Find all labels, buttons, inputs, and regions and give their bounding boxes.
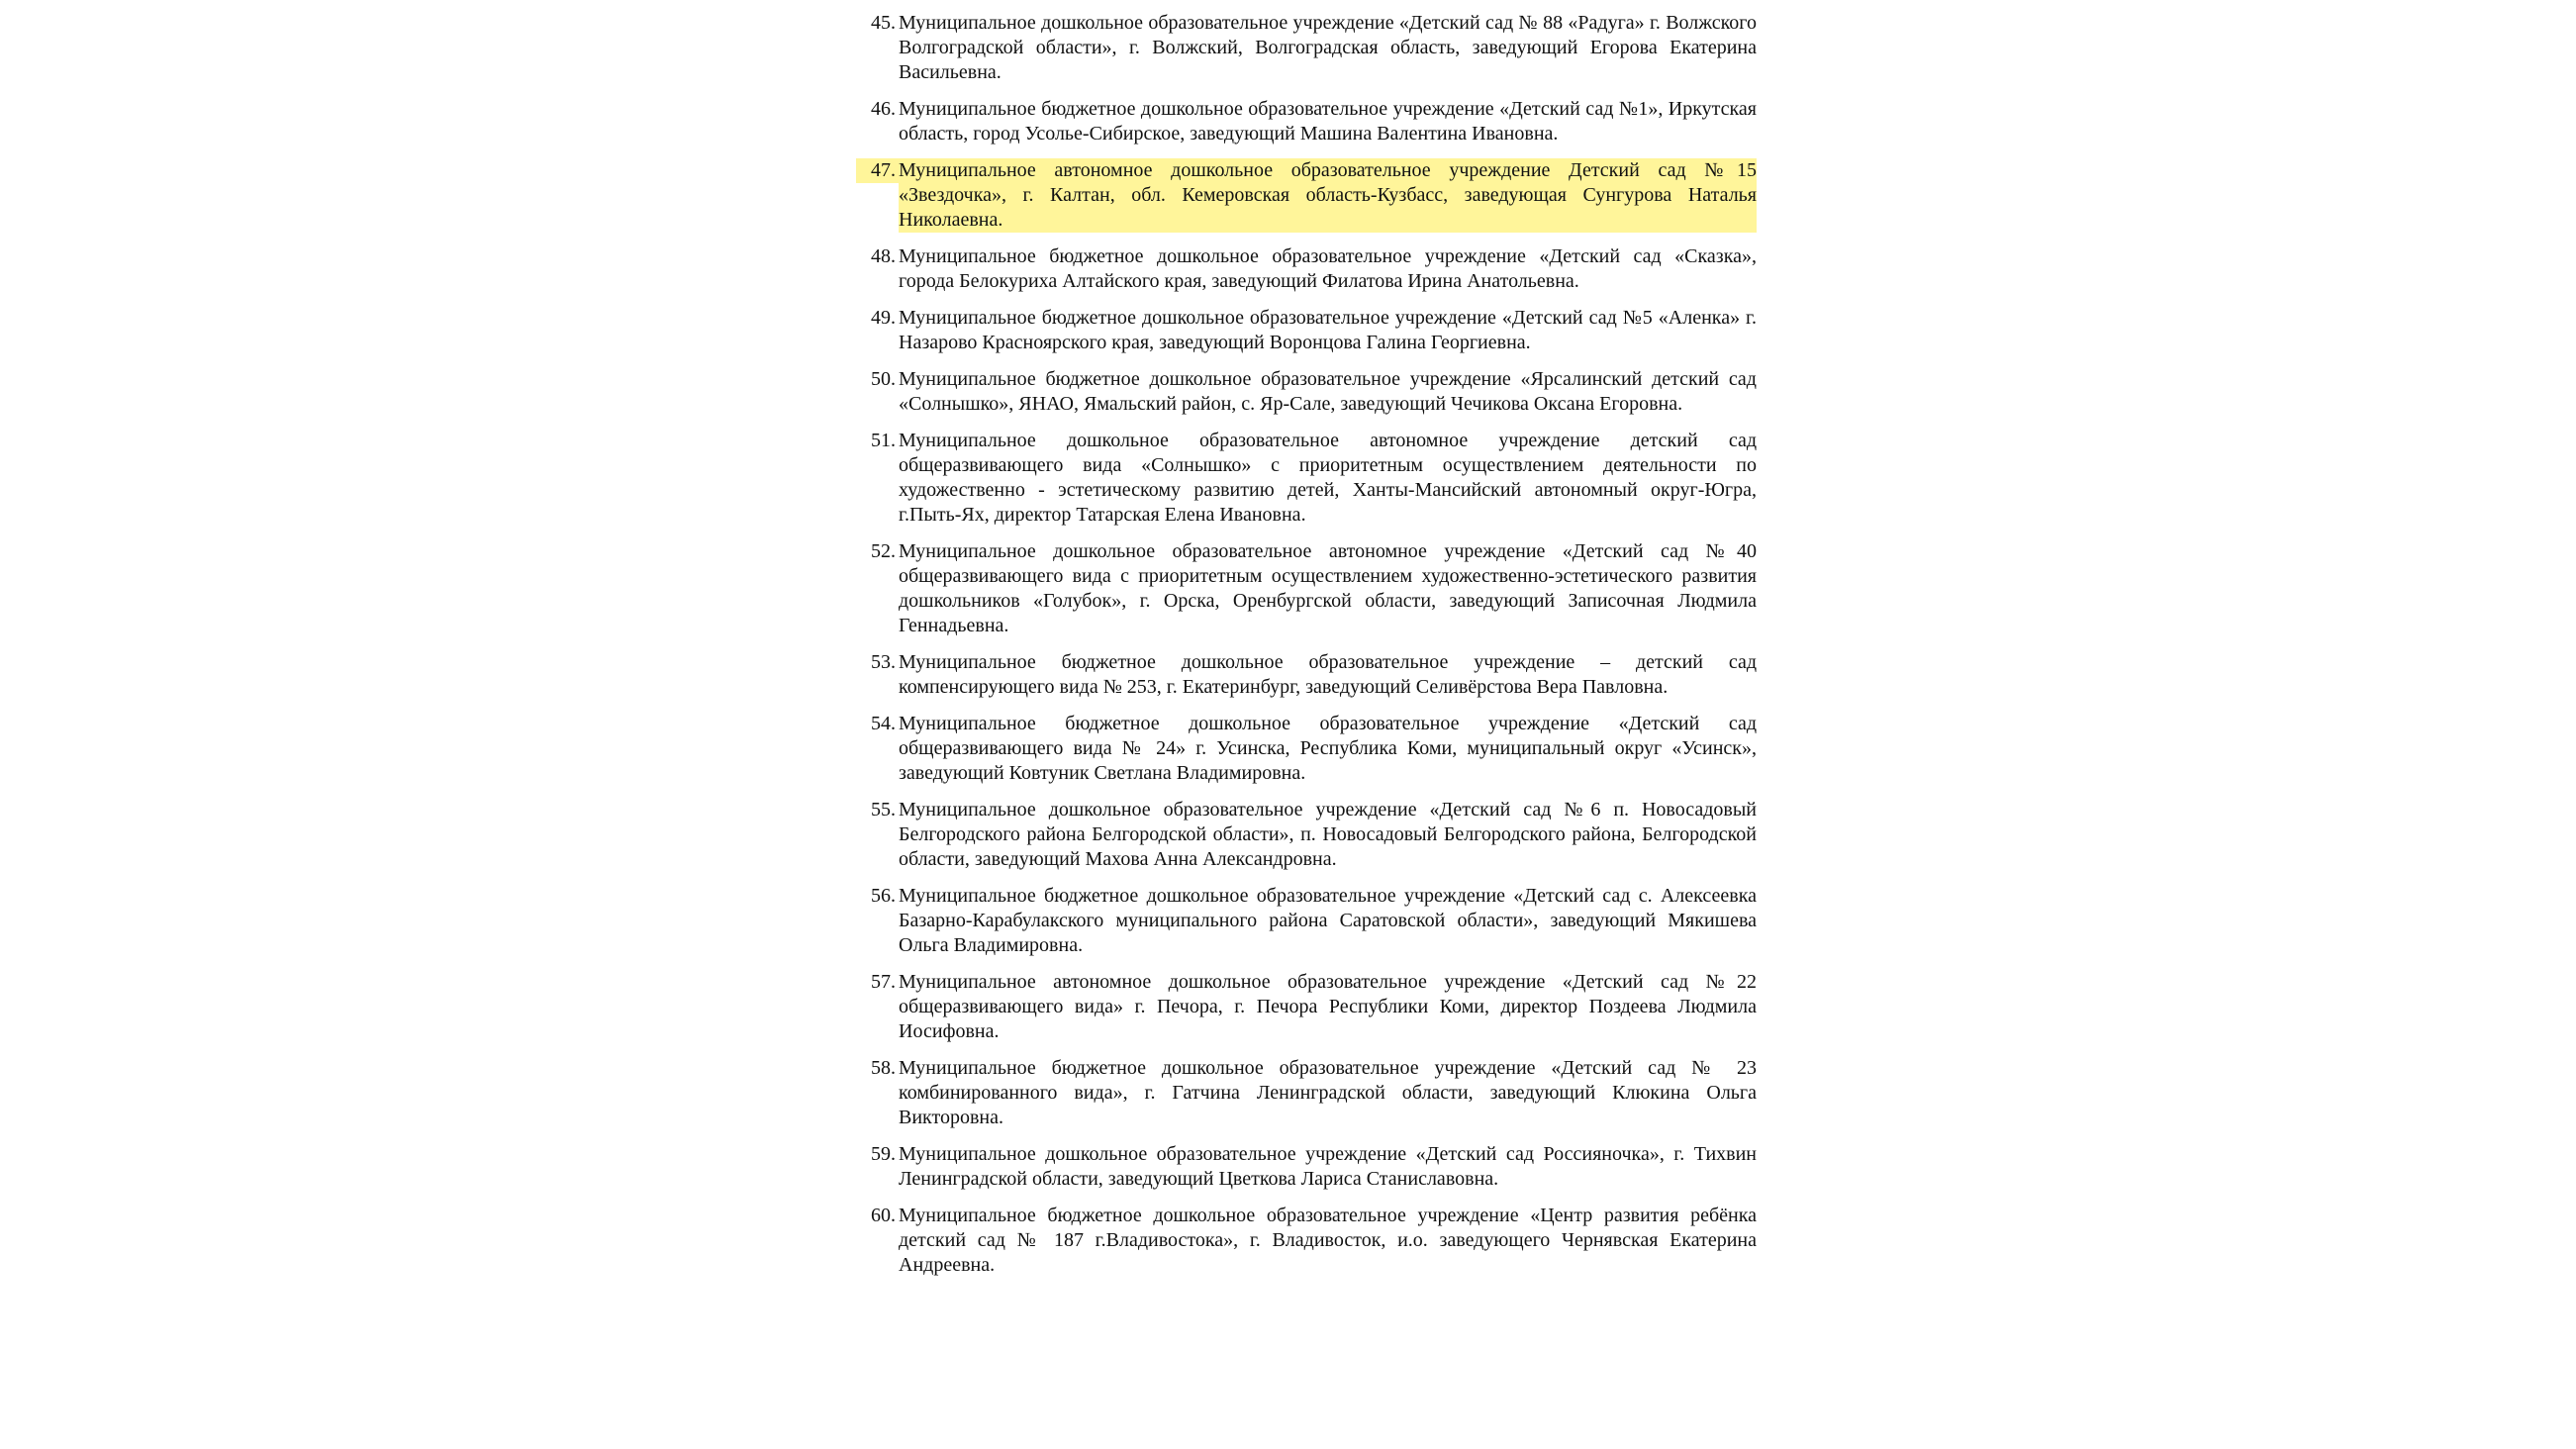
- item-number: 46.: [871, 98, 896, 120]
- item-text: Муниципальное бюджетное дошкольное образовательное учреждение «Детский сад № 23 комбинированного вида», г. Гатчина Ленинградской области, заведующий Клюкина Ольга Викторовна.: [899, 1057, 1757, 1128]
- item-number: 49.: [871, 307, 896, 329]
- highlighted-list-item: [856, 158, 1757, 233]
- list-item: [856, 306, 1757, 355]
- item-number: 59.: [871, 1143, 896, 1165]
- item-number: 53.: [871, 651, 896, 673]
- item-text: Муниципальное дошкольное образовательное автономное учреждение «Детский сад №40 общеразвивающего вида с приоритетным осуществлением художественно-эстетического развития дошкольников «Голубок», г. Орска, Оренбургской области, заведующий Записочная Людмила Геннадьевна.: [899, 540, 1757, 636]
- list-item: [856, 429, 1757, 528]
- item-text: Муниципальное бюджетное дошкольное образовательное учреждение «Детский сад общеразвивающего вида № 24» г. Усинска, Республика Коми, муниципальный округ «Усинск», заведующий Ковтуник Светлана Владимировна.: [899, 713, 1757, 784]
- item-text: Муниципальное бюджетное дошкольное образовательное учреждение «Детский сад «Сказка», города Белокуриха Алтайского края, заведующий Филатова Ирина Анатольевна.: [899, 245, 1757, 292]
- list-item: [856, 712, 1757, 786]
- item-text: Муниципальное дошкольное образовательное учреждение «Детский сад Россияночка», г. Тихвин Ленинградской области, заведующий Цветкова Лариса Станиславовна.: [899, 1143, 1757, 1190]
- list-item: [856, 539, 1757, 638]
- list-item: [856, 650, 1757, 700]
- item-number: 60.: [871, 1205, 896, 1226]
- item-text: Муниципальное автономное дошкольное образовательное учреждение «Детский сад №22 общеразвивающего вида» г. Печора, г. Печора Республики Коми, директор Поздеева Людмила Иосифовна.: [899, 971, 1757, 1042]
- list-item: [856, 970, 1757, 1044]
- item-text: Муниципальное дошкольное образовательное автономное учреждение детский сад общеразвивающего вида «Солнышко» с приоритетным осуществлением деятельности по художественно - эстетическому развитию детей, Ханты-Мансийский автономный округ-Югра, г.Пыть-Ях, директор Татарская Елена Ивановна.: [899, 430, 1757, 526]
- item-number: 55.: [871, 799, 896, 821]
- item-number: 47.: [856, 158, 899, 183]
- item-text: Муниципальное бюджетное дошкольное образовательное учреждение «Детский сад №5 «Аленка» г. Назарово Красноярского края, заведующий Воронцова Галина Георгиевна.: [899, 307, 1757, 353]
- item-number: 52.: [871, 540, 896, 562]
- item-number: 56.: [871, 885, 896, 907]
- item-text: Муниципальное бюджетное дошкольное образовательное учреждение «Детский сад с. Алексеевка Базарно-Карабулакского муниципального района Саратовской области», заведующий Мякишева Ольга Владимировна.: [899, 885, 1757, 956]
- list-item: [856, 11, 1757, 85]
- item-text: Муниципальное дошкольное образовательное учреждение «Детский сад № 88 «Радуга» г. Волжского Волгоградской области», г. Волжский, Волгоградская область, заведующий Егорова Екатерина Васильевна.: [899, 12, 1757, 83]
- item-number: 51.: [871, 430, 896, 451]
- item-number: 48.: [871, 245, 896, 267]
- list-item: [856, 798, 1757, 872]
- list-item: [856, 1142, 1757, 1192]
- item-number: 57.: [871, 971, 896, 993]
- item-text: Муниципальное бюджетное дошкольное образовательное учреждение «Ярсалинский детский сад «Солнышко», ЯНАО, Ямальский район, с. Яр-Сале, заведующий Чечикова Оксана Егоровна.: [899, 368, 1757, 415]
- item-text: Муниципальное дошкольное образовательное учреждение «Детский сад №6 п. Новосадовый Белгородского района Белгородской области», п. Новосадовый Белгородского района, Белгородской области, заведующий Махова Анна Александровна.: [899, 799, 1757, 870]
- item-number: 50.: [871, 368, 896, 390]
- list-item: [856, 1056, 1757, 1130]
- item-text: Муниципальное бюджетное дошкольное образовательное учреждение – детский сад компенсирующего вида № 253, г. Екатеринбург, заведующий Селивёрстова Вера Павловна.: [899, 651, 1757, 698]
- item-text: Муниципальное бюджетное дошкольное образовательное учреждение «Детский сад №1», Иркутская область, город Усолье-Сибирское, заведующий Машина Валентина Ивановна.: [899, 98, 1757, 145]
- list-item: [856, 244, 1757, 294]
- highlighted-item-text: Муниципальное автономное дошкольное образовательное учреждение Детский сад №15 «Звездочка», г. Калтан, обл. Кемеровская область-Кузбасс, заведующая Сунгурова Наталья Николаевна.: [899, 159, 1757, 231]
- item-number: 58.: [871, 1057, 896, 1079]
- item-number: 45.: [871, 12, 896, 34]
- list-item: [856, 1204, 1757, 1278]
- organization-list: [856, 11, 1757, 1290]
- list-item: [856, 97, 1757, 146]
- item-text: Муниципальное бюджетное дошкольное образовательное учреждение «Центр развития ребёнка детский сад № 187 г.Владивостока», г. Владивосток, и.о. заведующего Чернявская Екатерина Андреевна.: [899, 1205, 1757, 1276]
- list-item: [856, 884, 1757, 958]
- list-item: [856, 367, 1757, 417]
- item-number: 54.: [871, 713, 896, 734]
